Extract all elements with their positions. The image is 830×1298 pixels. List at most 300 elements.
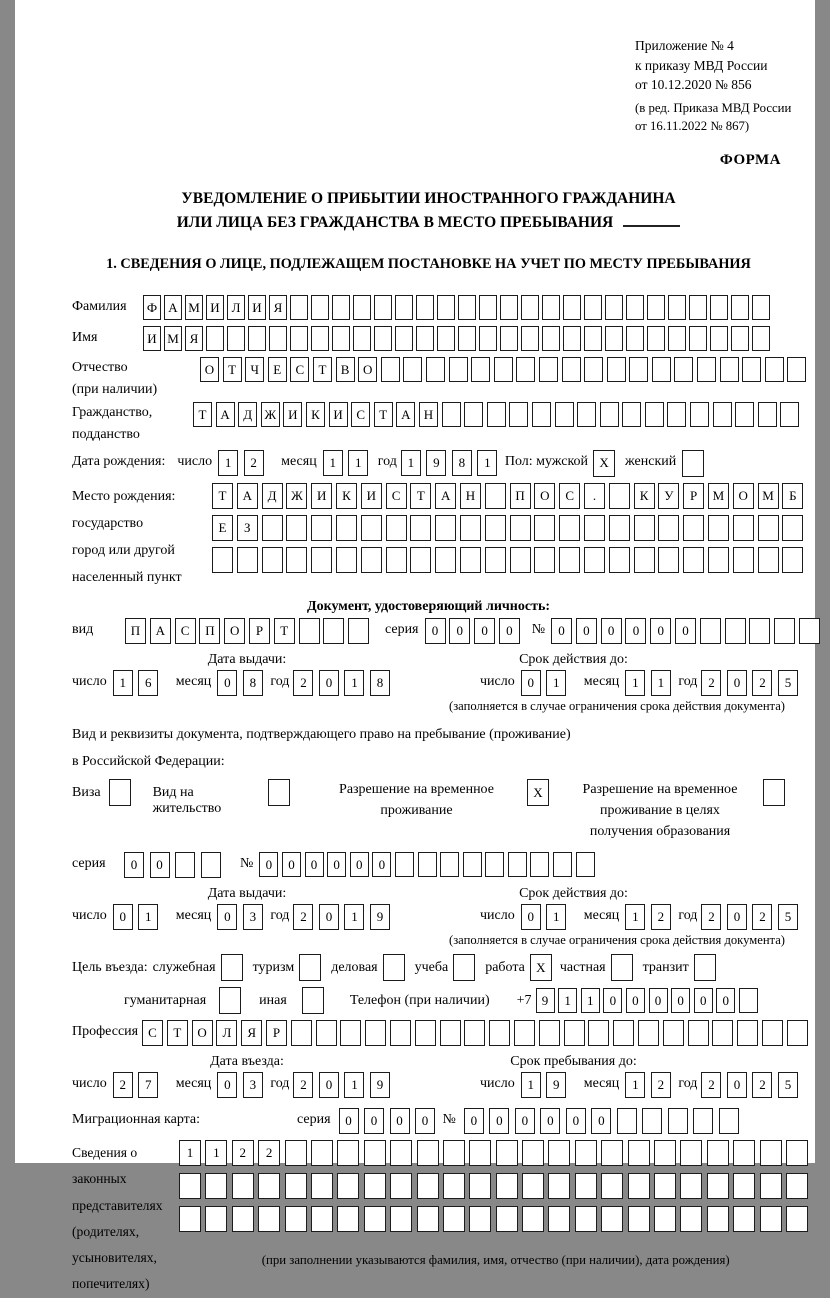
birthplace-char-cell[interactable]: Б	[782, 483, 803, 509]
birthplace-char-cell[interactable]: И	[361, 483, 382, 509]
profession-char-cell[interactable]	[464, 1020, 485, 1046]
legal-reps-char-cell[interactable]	[680, 1206, 702, 1232]
legal-reps-char-cell[interactable]	[680, 1173, 702, 1199]
surname-char-cell[interactable]	[626, 295, 644, 320]
firstname-char-cell[interactable]	[584, 326, 602, 351]
phone-digit-cell[interactable]: 0	[716, 988, 735, 1013]
citizenship-char-cell[interactable]	[713, 402, 732, 427]
surname-char-cell[interactable]: Ф	[143, 295, 161, 320]
stay-day-cell[interactable]: 9	[546, 1072, 566, 1098]
purpose-cell[interactable]	[383, 954, 405, 981]
stay-day-cell[interactable]: 1	[521, 1072, 541, 1098]
legal-reps-char-cell[interactable]	[311, 1140, 333, 1166]
legal-reps-char-cell[interactable]	[654, 1140, 676, 1166]
patronymic-char-cell[interactable]	[539, 357, 558, 382]
surname-char-cell[interactable]	[542, 295, 560, 320]
legal-reps-char-cell[interactable]: 1	[179, 1140, 201, 1166]
rvp-number-cell[interactable]	[418, 852, 437, 877]
legal-reps-char-cell[interactable]	[496, 1173, 518, 1199]
surname-char-cell[interactable]	[353, 295, 371, 320]
surname-char-cell[interactable]: И	[206, 295, 224, 320]
doc-number-cell[interactable]: 0	[576, 618, 597, 644]
birthplace-char-cell[interactable]: З	[237, 515, 258, 541]
doc-number-cell[interactable]: 0	[551, 618, 572, 644]
citizenship-char-cell[interactable]: Т	[193, 402, 212, 427]
phone-digit-cell[interactable]: 0	[603, 988, 622, 1013]
legal-reps-char-cell[interactable]	[232, 1173, 254, 1199]
patronymic-char-cell[interactable]	[697, 357, 716, 382]
phone-digit-cell[interactable]: 0	[626, 988, 645, 1013]
passport-issue-year-cell[interactable]: 1	[344, 670, 364, 696]
rvp-issue-month-cell[interactable]: 0	[217, 904, 237, 930]
birthplace-char-cell[interactable]	[609, 515, 630, 541]
legal-reps-char-cell[interactable]	[680, 1140, 702, 1166]
surname-char-cell[interactable]: А	[164, 295, 182, 320]
surname-char-cell[interactable]	[332, 295, 350, 320]
firstname-char-cell[interactable]	[689, 326, 707, 351]
profession-char-cell[interactable]	[613, 1020, 634, 1046]
rvp-valid-day-cell[interactable]: 1	[546, 904, 566, 930]
legal-reps-char-cell[interactable]	[522, 1140, 544, 1166]
profession-char-cell[interactable]	[564, 1020, 585, 1046]
legal-reps-char-cell[interactable]	[390, 1140, 412, 1166]
firstname-char-cell[interactable]	[227, 326, 245, 351]
firstname-char-cell[interactable]	[458, 326, 476, 351]
citizenship-char-cell[interactable]	[555, 402, 574, 427]
birthplace-char-cell[interactable]: А	[237, 483, 258, 509]
patronymic-char-cell[interactable]: В	[336, 357, 355, 382]
birthplace-char-cell[interactable]: Т	[410, 483, 431, 509]
passport-issue-day-cell[interactable]: 1	[113, 670, 133, 696]
legal-reps-char-cell[interactable]	[575, 1206, 597, 1232]
birthplace-char-cell[interactable]	[510, 515, 531, 541]
birthplace-char-cell[interactable]	[410, 515, 431, 541]
migration-number-cell[interactable]	[719, 1108, 739, 1134]
legal-reps-char-cell[interactable]	[179, 1173, 201, 1199]
legal-reps-char-cell[interactable]	[548, 1140, 570, 1166]
doc-type-char-cell[interactable]	[323, 618, 344, 644]
rvp-number-cell[interactable]	[463, 852, 482, 877]
migration-series-cell[interactable]: 0	[339, 1108, 359, 1134]
legal-reps-char-cell[interactable]	[733, 1206, 755, 1232]
birthplace-char-cell[interactable]	[733, 515, 754, 541]
birthplace-char-cell[interactable]	[758, 515, 779, 541]
legal-reps-char-cell[interactable]	[760, 1206, 782, 1232]
birthplace-char-cell[interactable]	[782, 515, 803, 541]
birthplace-char-cell[interactable]	[658, 515, 679, 541]
legal-reps-char-cell[interactable]	[601, 1173, 623, 1199]
entry-day-cell[interactable]: 2	[113, 1072, 133, 1098]
rvp-number-cell[interactable]: 0	[259, 852, 278, 877]
profession-char-cell[interactable]	[390, 1020, 411, 1046]
passport-issue-year-cell[interactable]: 0	[319, 670, 339, 696]
patronymic-char-cell[interactable]: О	[200, 357, 219, 382]
entry-month-cell[interactable]: 0	[217, 1072, 237, 1098]
firstname-char-cell[interactable]	[332, 326, 350, 351]
phone-digit-cell[interactable]: 9	[536, 988, 555, 1013]
phone-digit-cell[interactable]: 1	[558, 988, 577, 1013]
patronymic-char-cell[interactable]	[720, 357, 739, 382]
profession-char-cell[interactable]: С	[142, 1020, 163, 1046]
legal-reps-char-cell[interactable]	[575, 1140, 597, 1166]
surname-char-cell[interactable]	[752, 295, 770, 320]
profession-char-cell[interactable]	[539, 1020, 560, 1046]
legal-reps-char-cell[interactable]	[364, 1140, 386, 1166]
patronymic-char-cell[interactable]	[607, 357, 626, 382]
rvp-issue-month-cell[interactable]: 3	[243, 904, 263, 930]
patronymic-char-cell[interactable]	[403, 357, 422, 382]
legal-reps-char-cell[interactable]	[601, 1140, 623, 1166]
birthplace-char-cell[interactable]: У	[658, 483, 679, 509]
purpose-cell[interactable]	[453, 954, 475, 981]
patronymic-char-cell[interactable]	[516, 357, 535, 382]
legal-reps-char-cell[interactable]	[760, 1173, 782, 1199]
birthplace-char-cell[interactable]: К	[336, 483, 357, 509]
purpose-cell[interactable]	[221, 954, 243, 981]
rvp-number-cell[interactable]	[508, 852, 527, 877]
passport-valid-year-cell[interactable]: 2	[701, 670, 721, 696]
doc-number-cell[interactable]: 0	[675, 618, 696, 644]
legal-reps-char-cell[interactable]: 2	[258, 1140, 280, 1166]
entry-year-cell[interactable]: 2	[293, 1072, 313, 1098]
birthplace-char-cell[interactable]: С	[386, 483, 407, 509]
citizenship-char-cell[interactable]: И	[329, 402, 348, 427]
rvp-issue-year-cell[interactable]: 1	[344, 904, 364, 930]
passport-valid-month-cell[interactable]: 1	[625, 670, 645, 696]
surname-char-cell[interactable]	[689, 295, 707, 320]
surname-char-cell[interactable]	[290, 295, 308, 320]
surname-char-cell[interactable]: М	[185, 295, 203, 320]
rvp-number-cell[interactable]	[553, 852, 572, 877]
patronymic-char-cell[interactable]	[629, 357, 648, 382]
temp-residence-edu-cell[interactable]	[763, 779, 785, 806]
profession-char-cell[interactable]	[712, 1020, 733, 1046]
birthplace-char-cell[interactable]	[336, 547, 357, 573]
firstname-char-cell[interactable]	[668, 326, 686, 351]
citizenship-char-cell[interactable]	[780, 402, 799, 427]
patronymic-char-cell[interactable]: С	[290, 357, 309, 382]
profession-char-cell[interactable]	[291, 1020, 312, 1046]
birthplace-char-cell[interactable]	[311, 515, 332, 541]
profession-char-cell[interactable]	[688, 1020, 709, 1046]
legal-reps-char-cell[interactable]	[786, 1140, 808, 1166]
legal-reps-char-cell[interactable]	[443, 1140, 465, 1166]
purpose-cell[interactable]	[611, 954, 633, 981]
doc-series-cell[interactable]: 0	[474, 618, 495, 644]
legal-reps-char-cell[interactable]	[205, 1173, 227, 1199]
legal-reps-char-cell[interactable]	[548, 1173, 570, 1199]
citizenship-char-cell[interactable]	[622, 402, 641, 427]
profession-char-cell[interactable]	[440, 1020, 461, 1046]
firstname-char-cell[interactable]: Я	[185, 326, 203, 351]
birthplace-char-cell[interactable]	[609, 547, 630, 573]
legal-reps-char-cell[interactable]	[285, 1206, 307, 1232]
legal-reps-char-cell[interactable]	[417, 1206, 439, 1232]
stay-month-cell[interactable]: 1	[625, 1072, 645, 1098]
phone-digit-cell[interactable]: 0	[671, 988, 690, 1013]
profession-char-cell[interactable]	[365, 1020, 386, 1046]
passport-issue-month-cell[interactable]: 8	[243, 670, 263, 696]
birthplace-char-cell[interactable]	[683, 547, 704, 573]
birthplace-char-cell[interactable]	[485, 515, 506, 541]
legal-reps-char-cell[interactable]	[707, 1173, 729, 1199]
doc-type-char-cell[interactable]: П	[199, 618, 220, 644]
profession-char-cell[interactable]	[638, 1020, 659, 1046]
birthplace-char-cell[interactable]	[584, 515, 605, 541]
citizenship-char-cell[interactable]: К	[306, 402, 325, 427]
doc-type-char-cell[interactable]: П	[125, 618, 146, 644]
legal-reps-char-cell[interactable]	[522, 1206, 544, 1232]
doc-series-cell[interactable]: 0	[449, 618, 470, 644]
firstname-char-cell[interactable]	[311, 326, 329, 351]
legal-reps-char-cell[interactable]	[205, 1206, 227, 1232]
legal-reps-char-cell[interactable]	[258, 1173, 280, 1199]
legal-reps-char-cell[interactable]	[496, 1206, 518, 1232]
stay-year-cell[interactable]: 2	[701, 1072, 721, 1098]
firstname-char-cell[interactable]: И	[143, 326, 161, 351]
patronymic-char-cell[interactable]: О	[358, 357, 377, 382]
rvp-number-cell[interactable]: 0	[372, 852, 391, 877]
profession-char-cell[interactable]	[588, 1020, 609, 1046]
doc-number-cell[interactable]	[774, 618, 795, 644]
patronymic-char-cell[interactable]	[765, 357, 784, 382]
profession-char-cell[interactable]	[663, 1020, 684, 1046]
rvp-valid-year-cell[interactable]: 2	[701, 904, 721, 930]
firstname-char-cell[interactable]: М	[164, 326, 182, 351]
legal-reps-char-cell[interactable]	[628, 1173, 650, 1199]
surname-char-cell[interactable]	[584, 295, 602, 320]
stay-year-cell[interactable]: 0	[727, 1072, 747, 1098]
firstname-char-cell[interactable]	[416, 326, 434, 351]
birthplace-char-cell[interactable]	[336, 515, 357, 541]
rvp-valid-year-cell[interactable]: 2	[752, 904, 772, 930]
legal-reps-char-cell[interactable]	[311, 1173, 333, 1199]
entry-year-cell[interactable]: 9	[370, 1072, 390, 1098]
firstname-char-cell[interactable]	[437, 326, 455, 351]
birthplace-char-cell[interactable]	[758, 547, 779, 573]
legal-reps-char-cell[interactable]	[417, 1140, 439, 1166]
surname-char-cell[interactable]	[395, 295, 413, 320]
birthplace-char-cell[interactable]	[237, 547, 258, 573]
legal-reps-char-cell[interactable]: 1	[205, 1140, 227, 1166]
phone-digit-cell[interactable]: 1	[581, 988, 600, 1013]
patronymic-char-cell[interactable]	[562, 357, 581, 382]
legal-reps-char-cell[interactable]	[417, 1173, 439, 1199]
legal-reps-char-cell[interactable]	[311, 1206, 333, 1232]
birthplace-char-cell[interactable]	[534, 515, 555, 541]
legal-reps-char-cell[interactable]	[390, 1173, 412, 1199]
passport-valid-year-cell[interactable]: 2	[752, 670, 772, 696]
birthplace-char-cell[interactable]: Д	[262, 483, 283, 509]
surname-char-cell[interactable]	[416, 295, 434, 320]
legal-reps-char-cell[interactable]	[232, 1206, 254, 1232]
birthplace-char-cell[interactable]: М	[758, 483, 779, 509]
profession-char-cell[interactable]: Р	[266, 1020, 287, 1046]
patronymic-char-cell[interactable]	[471, 357, 490, 382]
doc-number-cell[interactable]: 0	[650, 618, 671, 644]
birth-year-cell[interactable]: 1	[477, 450, 497, 476]
birthplace-char-cell[interactable]	[559, 547, 580, 573]
birthplace-char-cell[interactable]	[634, 547, 655, 573]
purpose-cell[interactable]	[302, 987, 324, 1014]
birthplace-char-cell[interactable]: Ж	[286, 483, 307, 509]
firstname-char-cell[interactable]	[710, 326, 728, 351]
legal-reps-char-cell[interactable]	[258, 1206, 280, 1232]
birthplace-char-cell[interactable]: О	[534, 483, 555, 509]
passport-valid-year-cell[interactable]: 5	[778, 670, 798, 696]
citizenship-char-cell[interactable]	[532, 402, 551, 427]
patronymic-char-cell[interactable]	[494, 357, 513, 382]
birthplace-char-cell[interactable]	[782, 547, 803, 573]
legal-reps-char-cell[interactable]	[628, 1206, 650, 1232]
profession-char-cell[interactable]: Л	[216, 1020, 237, 1046]
birthplace-char-cell[interactable]	[733, 547, 754, 573]
doc-series-cell[interactable]: 0	[499, 618, 520, 644]
legal-reps-char-cell[interactable]	[469, 1173, 491, 1199]
birth-month-cell[interactable]: 1	[323, 450, 343, 476]
migration-number-cell[interactable]	[617, 1108, 637, 1134]
profession-char-cell[interactable]	[316, 1020, 337, 1046]
firstname-char-cell[interactable]	[731, 326, 749, 351]
passport-issue-day-cell[interactable]: 6	[138, 670, 158, 696]
firstname-char-cell[interactable]	[248, 326, 266, 351]
birthplace-char-cell[interactable]: Р	[683, 483, 704, 509]
title-blank-line[interactable]	[623, 211, 680, 227]
birthplace-char-cell[interactable]	[634, 515, 655, 541]
temp-residence-cell[interactable]: X	[527, 779, 549, 806]
birthplace-char-cell[interactable]: Н	[460, 483, 481, 509]
passport-valid-day-cell[interactable]: 1	[546, 670, 566, 696]
legal-reps-char-cell[interactable]	[469, 1140, 491, 1166]
firstname-char-cell[interactable]	[395, 326, 413, 351]
rvp-number-cell[interactable]: 0	[350, 852, 369, 877]
citizenship-char-cell[interactable]	[464, 402, 483, 427]
legal-reps-char-cell[interactable]	[786, 1206, 808, 1232]
migration-number-cell[interactable]	[693, 1108, 713, 1134]
sex-male-cell[interactable]: X	[593, 450, 615, 477]
stay-year-cell[interactable]: 5	[778, 1072, 798, 1098]
birthplace-char-cell[interactable]	[485, 547, 506, 573]
birthplace-char-cell[interactable]: .	[584, 483, 605, 509]
rvp-number-cell[interactable]	[395, 852, 414, 877]
surname-char-cell[interactable]	[311, 295, 329, 320]
migration-number-cell[interactable]	[668, 1108, 688, 1134]
doc-series-cell[interactable]: 0	[425, 618, 446, 644]
residence-permit-cell[interactable]	[268, 779, 290, 806]
birthplace-char-cell[interactable]	[435, 515, 456, 541]
migration-number-cell[interactable]: 0	[591, 1108, 611, 1134]
entry-year-cell[interactable]: 1	[344, 1072, 364, 1098]
entry-year-cell[interactable]: 0	[319, 1072, 339, 1098]
surname-char-cell[interactable]	[710, 295, 728, 320]
migration-series-cell[interactable]: 0	[415, 1108, 435, 1134]
birthplace-char-cell[interactable]	[584, 547, 605, 573]
profession-char-cell[interactable]	[415, 1020, 436, 1046]
birthplace-char-cell[interactable]	[559, 515, 580, 541]
legal-reps-char-cell[interactable]	[337, 1140, 359, 1166]
birthplace-char-cell[interactable]: А	[435, 483, 456, 509]
patronymic-char-cell[interactable]: Е	[268, 357, 287, 382]
surname-char-cell[interactable]	[563, 295, 581, 320]
birthplace-char-cell[interactable]	[286, 547, 307, 573]
citizenship-char-cell[interactable]: Т	[374, 402, 393, 427]
firstname-char-cell[interactable]	[353, 326, 371, 351]
firstname-char-cell[interactable]	[374, 326, 392, 351]
legal-reps-char-cell[interactable]	[628, 1140, 650, 1166]
doc-type-char-cell[interactable]	[299, 618, 320, 644]
legal-reps-char-cell[interactable]	[443, 1206, 465, 1232]
migration-series-cell[interactable]: 0	[364, 1108, 384, 1134]
stay-month-cell[interactable]: 2	[651, 1072, 671, 1098]
rvp-issue-year-cell[interactable]: 2	[293, 904, 313, 930]
citizenship-char-cell[interactable]: С	[351, 402, 370, 427]
rvp-issue-day-cell[interactable]: 0	[113, 904, 133, 930]
legal-reps-char-cell[interactable]	[337, 1173, 359, 1199]
firstname-char-cell[interactable]	[479, 326, 497, 351]
migration-number-cell[interactable]: 0	[566, 1108, 586, 1134]
birthplace-char-cell[interactable]	[386, 515, 407, 541]
legal-reps-char-cell[interactable]	[364, 1206, 386, 1232]
legal-reps-char-cell[interactable]	[707, 1206, 729, 1232]
citizenship-char-cell[interactable]	[577, 402, 596, 427]
birthplace-char-cell[interactable]: Е	[212, 515, 233, 541]
birthplace-char-cell[interactable]: П	[510, 483, 531, 509]
purpose-cell[interactable]	[299, 954, 321, 981]
passport-valid-year-cell[interactable]: 0	[727, 670, 747, 696]
surname-char-cell[interactable]	[605, 295, 623, 320]
citizenship-char-cell[interactable]	[487, 402, 506, 427]
citizenship-char-cell[interactable]	[690, 402, 709, 427]
doc-number-cell[interactable]	[799, 618, 820, 644]
legal-reps-char-cell[interactable]	[601, 1206, 623, 1232]
profession-char-cell[interactable]	[489, 1020, 510, 1046]
rvp-number-cell[interactable]	[576, 852, 595, 877]
legal-reps-char-cell[interactable]	[390, 1206, 412, 1232]
birthplace-char-cell[interactable]: С	[559, 483, 580, 509]
rvp-series-cell[interactable]: 0	[150, 852, 170, 878]
profession-char-cell[interactable]	[340, 1020, 361, 1046]
legal-reps-char-cell[interactable]	[733, 1140, 755, 1166]
citizenship-char-cell[interactable]	[509, 402, 528, 427]
citizenship-char-cell[interactable]	[667, 402, 686, 427]
birthplace-char-cell[interactable]	[609, 483, 630, 509]
firstname-char-cell[interactable]	[563, 326, 581, 351]
birth-day-cell[interactable]: 1	[218, 450, 238, 476]
passport-valid-day-cell[interactable]: 0	[521, 670, 541, 696]
birth-month-cell[interactable]: 1	[348, 450, 368, 476]
surname-char-cell[interactable]: Л	[227, 295, 245, 320]
profession-char-cell[interactable]	[514, 1020, 535, 1046]
purpose-cell[interactable]: X	[530, 954, 552, 981]
birthplace-char-cell[interactable]	[386, 547, 407, 573]
legal-reps-char-cell[interactable]	[285, 1140, 307, 1166]
citizenship-char-cell[interactable]: Д	[238, 402, 257, 427]
birthplace-char-cell[interactable]	[510, 547, 531, 573]
rvp-series-cell[interactable]: 0	[124, 852, 144, 878]
entry-day-cell[interactable]: 7	[138, 1072, 158, 1098]
rvp-valid-year-cell[interactable]: 0	[727, 904, 747, 930]
birthplace-char-cell[interactable]	[460, 515, 481, 541]
legal-reps-char-cell[interactable]	[443, 1173, 465, 1199]
birthplace-char-cell[interactable]: О	[733, 483, 754, 509]
entry-month-cell[interactable]: 3	[243, 1072, 263, 1098]
legal-reps-char-cell[interactable]	[707, 1140, 729, 1166]
surname-char-cell[interactable]	[437, 295, 455, 320]
surname-char-cell[interactable]	[521, 295, 539, 320]
rvp-number-cell[interactable]	[485, 852, 504, 877]
legal-reps-char-cell[interactable]	[760, 1140, 782, 1166]
rvp-valid-day-cell[interactable]: 0	[521, 904, 541, 930]
